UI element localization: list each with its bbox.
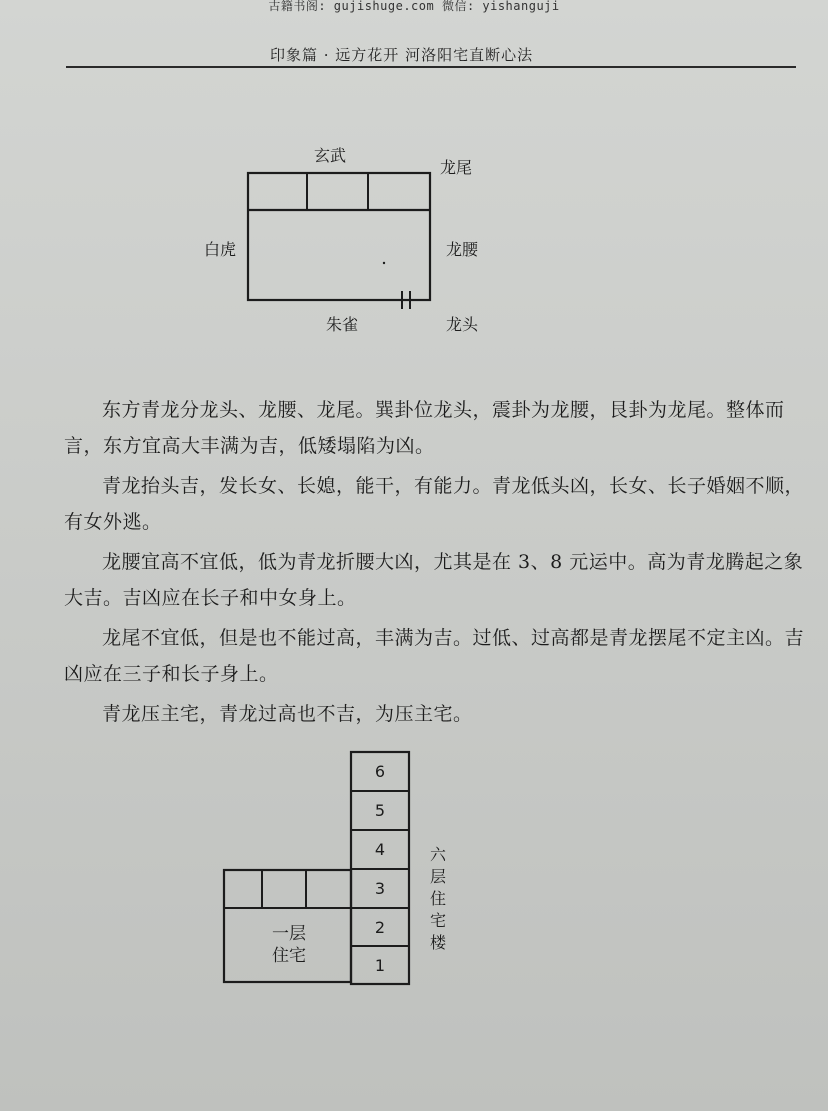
paragraph: 龙腰宜高不宜低，低为青龙折腰大凶，尤其是在 3、8 元运中。高为青龙腾起之象大吉。吉凶应在长子和中女身上。 [64, 551, 804, 609]
label-xuanwu: 玄武 [314, 146, 347, 165]
watermark: 古籍书阁: gujishuge.com 微信: yishanguji [268, 0, 560, 13]
label-white-tiger: 白虎 [204, 240, 237, 259]
house-label-line2: 住宅 [272, 946, 306, 966]
floor-number: 3 [374, 879, 386, 898]
floor-number: 1 [374, 956, 386, 975]
dragon-direction-diagram [0, 0, 828, 380]
paragraph: 东方青龙分龙头、龙腰、龙尾。巽卦位龙头，震卦为龙腰，艮卦为龙尾。整体而言，东方宜高大丰满为吉，低矮塌陷为凶。 [64, 399, 785, 457]
building-diagram-lines [0, 740, 828, 1000]
label-dragon-waist: 龙腰 [446, 240, 479, 259]
paragraph: 青龙抬头吉，发长女、长媳，能干，有能力。青龙低头凶，长女、长子婚姻不顺，有女外逃。 [64, 475, 805, 533]
paragraph: 青龙压主宅，青龙过高也不吉，为压主宅。 [102, 703, 473, 725]
tower-label: 六层住宅楼 [429, 845, 446, 952]
body-text [64, 392, 804, 736]
label-dragon-head: 龙头 [446, 315, 479, 334]
floor-number: 5 [374, 801, 386, 820]
running-head: 印象篇 · 远方花开 河洛阳宅直断心法 [270, 46, 534, 64]
dragon-diagram-lines [0, 0, 828, 380]
paragraph: 龙尾不宜低，但是也不能过高，丰满为吉。过低、过高都是青龙摆尾不定主凶。吉凶应在三子和长子身上。 [64, 627, 805, 685]
label-zhuque: 朱雀 [326, 315, 359, 334]
building-comparison-diagram [0, 740, 828, 1000]
label-dragon-tail: 龙尾 [440, 158, 473, 177]
house-label-line1: 一层 [272, 924, 306, 944]
floor-number: 6 [374, 762, 386, 781]
floor-number: 2 [374, 918, 386, 937]
floor-number: 4 [374, 840, 386, 859]
